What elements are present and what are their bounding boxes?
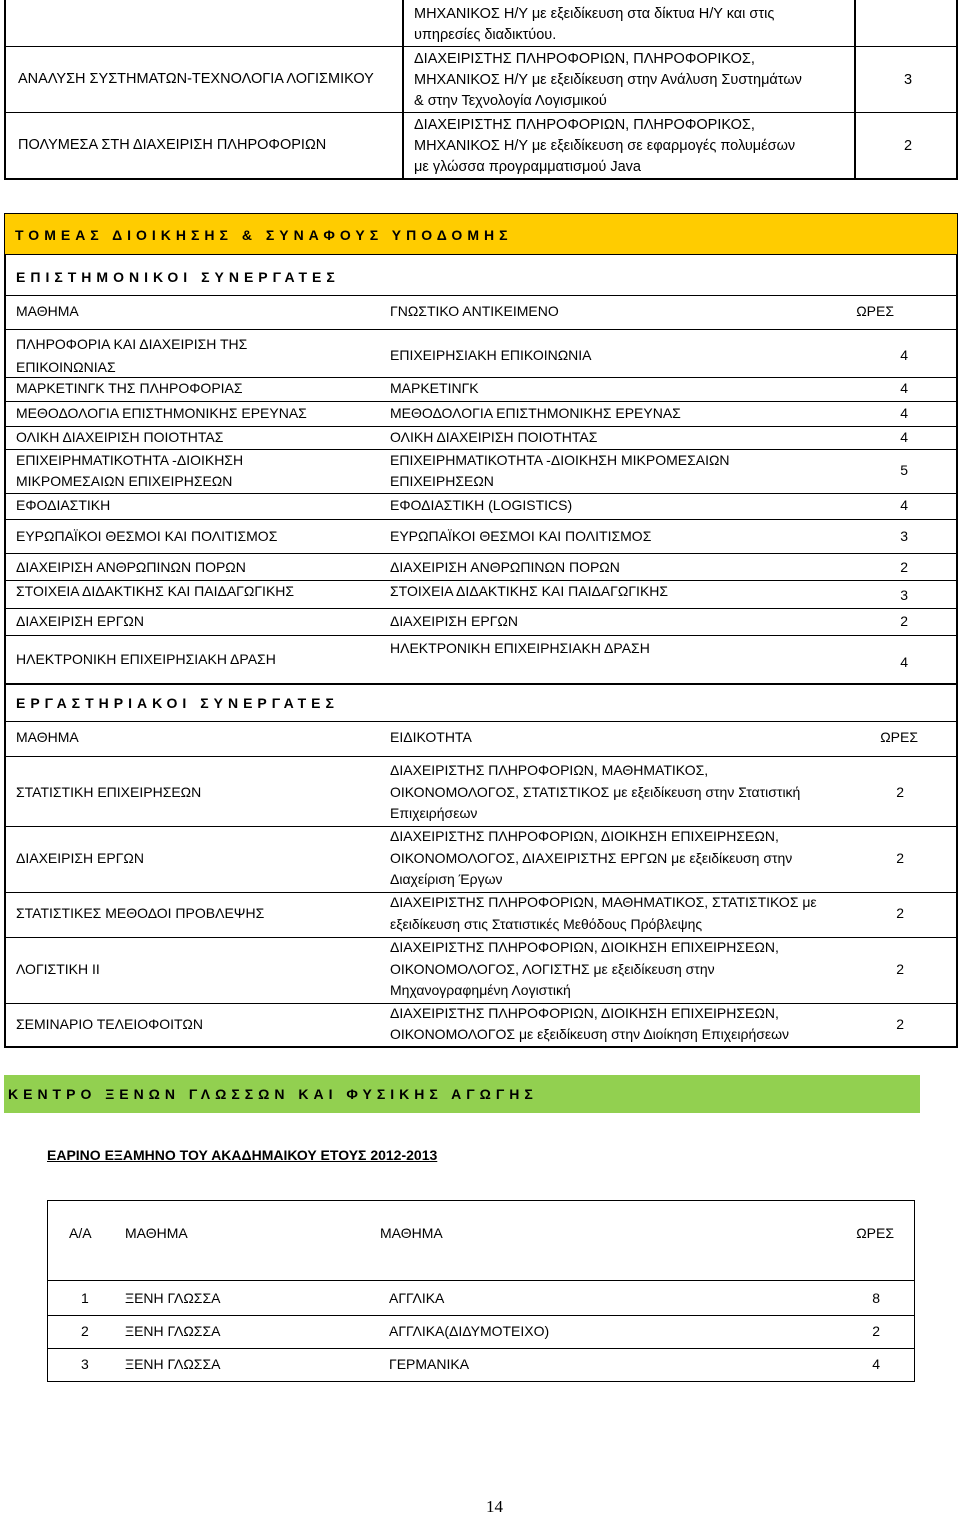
subject: ΜΑΡΚΕΤΙΝΓΚ: [390, 380, 479, 396]
row-divider: [48, 1280, 914, 1281]
header-index: Α/Α: [69, 1225, 92, 1241]
cell-text: ΜΗΧΑΝΙΚΟΣ Η/Υ με εξειδίκευση σε εφαρμογές πολυμέσων: [414, 138, 796, 154]
subject: ΜΕΘΟΔΟΛΟΓΙΑ ΕΠΙΣΤΗΜΟΝΙΚΗΣ ΕΡΕΥΝΑΣ: [390, 405, 681, 421]
hours: 5: [900, 462, 908, 478]
course-name: ΕΠΙΚΟΙΝΩΝΙΑΣ: [16, 359, 116, 375]
row-divider: [6, 892, 956, 893]
header-hours: ΩΡΕΣ: [856, 303, 894, 319]
top-table: [4, 0, 958, 180]
specialty-line: ΔΙΑΧΕΙΡΙΣΤΗΣ ΠΛΗΡΟΦΟΡΙΩΝ, ΔΙΟΙΚΗΣΗ ΕΠΙΧΕΙΡΗΣΕΩΝ,: [390, 1005, 779, 1021]
subject: ΣΤΟΙΧΕΙΑ ΔΙΔΑΚΤΙΚΗΣ ΚΑΙ ΠΑΙΔΑΓΩΓΙΚΗΣ: [390, 583, 669, 599]
specialty-line: ΔΙΑΧΕΙΡΙΣΤΗΣ ΠΛΗΡΟΦΟΡΙΩΝ, ΜΑΘΗΜΑΤΙΚΟΣ,: [390, 762, 709, 778]
row-divider: [6, 721, 956, 722]
cell-text: με γλώσσα προγραμματισμού Java: [414, 159, 641, 175]
col-divider: [402, 0, 404, 178]
course-name: ΜΙΚΡΟΜΕΣΑΙΩΝ ΕΠΙΧΕΙΡΗΣΕΩΝ: [16, 473, 233, 489]
hours: 2: [896, 784, 904, 800]
subsection-title: ΕΠΙΣΤΗΜΟΝΙΚΟΙ ΣΥΝΕΡΓΑΤΕΣ: [16, 269, 340, 285]
header-hours: ΩΡΕΣ: [856, 1225, 894, 1241]
specialty-line: Επιχειρήσεων: [390, 805, 478, 821]
header-course: ΜΑΘΗΜΑ: [16, 303, 79, 319]
language: ΓΕΡΜΑΝΙΚΑ: [389, 1356, 470, 1372]
subject: ΕΥΡΩΠΑΪΚΟΙ ΘΕΣΜΟΙ ΚΑΙ ΠΟΛΙΤΙΣΜΟΣ: [390, 528, 652, 544]
section-title: ΤΟΜΕΑΣ ΔΙΟΙΚΗΣΗΣ & ΣΥΝΑΦΟΥΣ ΥΠΟΔΟΜΗΣ: [15, 227, 513, 243]
subject: ΕΦΟΔΙΑΣΤΙΚΗ (LOGISTICS): [390, 497, 573, 513]
specialty-line: ΔΙΑΧΕΙΡΙΣΤΗΣ ΠΛΗΡΟΦΟΡΙΩΝ, ΔΙΟΙΚΗΣΗ ΕΠΙΧΕΙΡΗΣΕΩΝ,: [390, 939, 779, 955]
course-name: ΟΛΙΚΗ ΔΙΑΧΕΙΡΙΣΗ ΠΟΙΟΤΗΤΑΣ: [16, 429, 224, 445]
row-divider: [6, 329, 956, 330]
course-name: ΔΙΑΧΕΙΡΙΣΗ ΕΡΓΩΝ: [16, 850, 144, 866]
row-divider: [6, 519, 956, 520]
row-divider: [6, 580, 956, 581]
header-course-2: ΜΑΘΗΜΑ: [380, 1225, 443, 1241]
row-divider: [6, 635, 956, 636]
row-divider: [6, 756, 956, 757]
course-name: ΔΙΑΧΕΙΡΙΣΗ ΕΡΓΩΝ: [16, 613, 144, 629]
hours: 4: [900, 347, 908, 363]
course-name: ΗΛΕΚΤΡΟΝΙΚΗ ΕΠΙΧΕΙΡΗΣΙΑΚΗ ΔΡΑΣΗ: [16, 651, 276, 667]
course-name: ΕΠΙΧΕΙΡΗΜΑΤΙΚΟΤΗΤΑ -ΔΙΟΙΚΗΣΗ: [16, 452, 244, 468]
course-name: ΛΟΓΙΣΤΙΚΗ ΙΙ: [16, 961, 100, 977]
specialty-line: ΟΙΚΟΝΟΜΟΛΟΓΟΣ με εξειδίκευση στην Διοίκηση Επιχειρήσεων: [390, 1026, 790, 1042]
cell-text: ΜΗΧΑΝΙΚΟΣ Η/Υ με εξειδίκευση στα δίκτυα Η/Υ και στις: [414, 6, 775, 22]
hours: 3: [904, 72, 913, 88]
row-divider: [48, 1315, 914, 1316]
header-hours: ΩΡΕΣ: [880, 729, 918, 745]
cell-text: ΔΙΑΧΕΙΡΙΣΤΗΣ ΠΛΗΡΟΦΟΡΙΩΝ, ΠΛΗΡΟΦΟΡΙΚΟΣ,: [414, 51, 755, 67]
col-divider: [854, 0, 856, 178]
course-name: ΜΑΡΚΕΤΙΝΓΚ ΤΗΣ ΠΛΗΡΟΦΟΡΙΑΣ: [16, 380, 243, 396]
course-name: ΞΕΝΗ ΓΛΩΣΣΑ: [125, 1356, 221, 1372]
specialty-line: εξειδίκευση στις Στατιστικές Μεθόδους Πρόβλεψης: [390, 916, 703, 932]
row-divider: [6, 426, 956, 427]
hours: 4: [900, 380, 908, 396]
course-name: ΕΦΟΔΙΑΣΤΙΚΗ: [16, 497, 111, 513]
cell-text: & στην Τεχνολογία Λογισμικού: [414, 93, 607, 109]
header-specialty: ΕΙΔΙΚΟΤΗΤΑ: [390, 729, 472, 745]
course-name: ΞΕΝΗ ΓΛΩΣΣΑ: [125, 1290, 221, 1306]
hours: 4: [872, 1356, 880, 1372]
hours: 4: [900, 405, 908, 421]
subsection-title: ΕΡΓΑΣΤΗΡΙΑΚΟΙ ΣΥΝΕΡΓΑΤΕΣ: [16, 695, 339, 711]
header-subject: ΓΝΩΣΤΙΚΟ ΑΝΤΙΚΕΙΜΕΝΟ: [390, 303, 559, 319]
course-name: ΣΤΟΙΧΕΙΑ ΔΙΔΑΚΤΙΚΗΣ ΚΑΙ ΠΑΙΔΑΓΩΓΙΚΗΣ: [16, 583, 295, 599]
section-title: ΚΕΝΤΡΟ ΞΕΝΩΝ ΓΛΩΣΣΩΝ ΚΑΙ ΦΥΣΙΚΗΣ ΑΓΩΓΗΣ: [8, 1086, 538, 1102]
hours: 2: [900, 559, 908, 575]
hours: 2: [896, 961, 904, 977]
row-divider: [48, 1348, 914, 1349]
row-divider: [6, 826, 956, 827]
cell-text: ΜΗΧΑΝΙΚΟΣ Η/Υ με εξειδίκευση στην Ανάλυση Συστημάτων: [414, 72, 802, 88]
hours: 4: [900, 429, 908, 445]
header-course: ΜΑΘΗΜΑ: [125, 1225, 188, 1241]
lab-staff-table: [4, 685, 958, 1048]
course-name: ΠΟΛΥΜΕΣΑ ΣΤΗ ΔΙΑΧΕΙΡΙΣΗ ΠΛΗΡΟΦΟΡΙΩΝ: [18, 137, 327, 153]
row-divider: [6, 449, 956, 450]
hours: 2: [872, 1323, 880, 1339]
subject: ΗΛΕΚΤΡΟΝΙΚΗ ΕΠΙΧΕΙΡΗΣΙΑΚΗ ΔΡΑΣΗ: [390, 640, 650, 656]
specialty-line: ΔΙΑΧΕΙΡΙΣΤΗΣ ΠΛΗΡΟΦΟΡΙΩΝ, ΔΙΟΙΚΗΣΗ ΕΠΙΧΕΙΡΗΣΕΩΝ,: [390, 828, 779, 844]
specialty-line: ΟΙΚΟΝΟΜΟΛΟΓΟΣ, ΔΙΑΧΕΙΡΙΣΤΗΣ ΕΡΓΩΝ με εξειδίκευση στην: [390, 850, 793, 866]
subject: ΟΛΙΚΗ ΔΙΑΧΕΙΡΙΣΗ ΠΟΙΟΤΗΤΑΣ: [390, 429, 598, 445]
course-name: ΕΥΡΩΠΑΪΚΟΙ ΘΕΣΜΟΙ ΚΑΙ ΠΟΛΙΤΙΣΜΟΣ: [16, 528, 278, 544]
row-index: 1: [81, 1290, 89, 1306]
specialty-line: ΟΙΚΟΝΟΜΟΛΟΓΟΣ, ΛΟΓΙΣΤΗΣ με εξειδίκευση στην: [390, 961, 715, 977]
row-divider: [6, 377, 956, 378]
hours: 2: [896, 905, 904, 921]
course-name: ΣΕΜΙΝΑΡΙΟ ΤΕΛΕΙΟΦΟΙΤΩΝ: [16, 1016, 203, 1032]
subject: ΕΠΙΧΕΙΡΗΜΑΤΙΚΟΤΗΤΑ -ΔΙΟΙΚΗΣΗ ΜΙΚΡΟΜΕΣΑΙΩΝ: [390, 452, 730, 468]
header-course: ΜΑΘΗΜΑ: [16, 729, 79, 745]
hours: 4: [900, 497, 908, 513]
specialty-line: Διαχείριση Έργων: [390, 871, 503, 887]
course-name: ΣΤΑΤΙΣΤΙΚΗ ΕΠΙΧΕΙΡΗΣΕΩΝ: [16, 784, 202, 800]
hours: 8: [872, 1290, 880, 1306]
row-index: 2: [81, 1323, 89, 1339]
row-divider: [6, 937, 956, 938]
course-name: ΜΕΘΟΔΟΛΟΓΙΑ ΕΠΙΣΤΗΜΟΝΙΚΗΣ ΕΡΕΥΝΑΣ: [16, 405, 307, 421]
hours: 3: [900, 587, 908, 603]
hours: 2: [896, 850, 904, 866]
row-divider: [6, 401, 956, 402]
page-number: 14: [486, 1497, 503, 1516]
scientific-staff-table: [4, 255, 958, 685]
course-name: ΣΤΑΤΙΣΤΙΚΕΣ ΜΕΘΟΔΟΙ ΠΡΟΒΛΕΨΗΣ: [16, 905, 265, 921]
row-divider: [6, 493, 956, 494]
subject: ΔΙΑΧΕΙΡΙΣΗ ΑΝΘΡΩΠΙΝΩΝ ΠΟΡΩΝ: [390, 559, 620, 575]
cell-text: υπηρεσίες διαδικτύου.: [414, 27, 557, 43]
section-title-bar: [4, 213, 958, 255]
specialty-line: Μηχανογραφημένη Λογιστική: [390, 982, 571, 998]
hours: 3: [900, 528, 908, 544]
course-name: ΑΝΑΛΥΣΗ ΣΥΣΤΗΜΑΤΩΝ-ΤΕΧΝΟΛΟΓΙΑ ΛΟΓΙΣΜΙΚΟΥ: [18, 71, 374, 87]
row-divider: [6, 46, 956, 47]
semester-heading: ΕΑΡΙΝΟ ΕΞΑΜΗΝΟ ΤΟΥ ΑΚΑΔΗΜΑΙΚΟΥ ΕΤΟΥΣ 2012-2013: [47, 1147, 438, 1163]
language: ΑΓΓΛΙΚΑ: [389, 1290, 445, 1306]
row-divider: [6, 112, 956, 113]
hours: 2: [896, 1016, 904, 1032]
hours: 2: [904, 138, 913, 154]
row-divider: [6, 608, 956, 609]
section-title-bar: [4, 1075, 920, 1113]
language: ΑΓΓΛΙΚΑ(ΔΙΔΥΜΟΤΕΙΧΟ): [389, 1323, 550, 1339]
subject: ΕΠΙΧΕΙΡΗΣΙΑΚΗ ΕΠΙΚΟΙΝΩΝΙΑ: [390, 347, 592, 363]
course-name: ΔΙΑΧΕΙΡΙΣΗ ΑΝΘΡΩΠΙΝΩΝ ΠΟΡΩΝ: [16, 559, 246, 575]
language-table: [47, 1200, 915, 1382]
subject: ΕΠΙΧΕΙΡΗΣΕΩΝ: [390, 473, 494, 489]
row-divider: [6, 1003, 956, 1004]
course-name: ΞΕΝΗ ΓΛΩΣΣΑ: [125, 1323, 221, 1339]
row-divider: [6, 295, 956, 296]
course-name: ΠΛΗΡΟΦΟΡΙΑ ΚΑΙ ΔΙΑΧΕΙΡΙΣΗ ΤΗΣ: [16, 336, 248, 352]
row-index: 3: [81, 1356, 89, 1372]
cell-text: ΔΙΑΧΕΙΡΙΣΤΗΣ ΠΛΗΡΟΦΟΡΙΩΝ, ΠΛΗΡΟΦΟΡΙΚΟΣ,: [414, 117, 755, 133]
subject: ΔΙΑΧΕΙΡΙΣΗ ΕΡΓΩΝ: [390, 613, 518, 629]
hours: 2: [900, 613, 908, 629]
row-divider: [6, 553, 956, 554]
specialty-line: ΔΙΑΧΕΙΡΙΣΤΗΣ ΠΛΗΡΟΦΟΡΙΩΝ, ΜΑΘΗΜΑΤΙΚΟΣ, ΣΤΑΤΙΣΤΙΚΟΣ με: [390, 894, 817, 910]
specialty-line: ΟΙΚΟΝΟΜΟΛΟΓΟΣ, ΣΤΑΤΙΣΤΙΚΟΣ με εξειδίκευση στην Στατιστική: [390, 784, 801, 800]
hours: 4: [900, 654, 908, 670]
